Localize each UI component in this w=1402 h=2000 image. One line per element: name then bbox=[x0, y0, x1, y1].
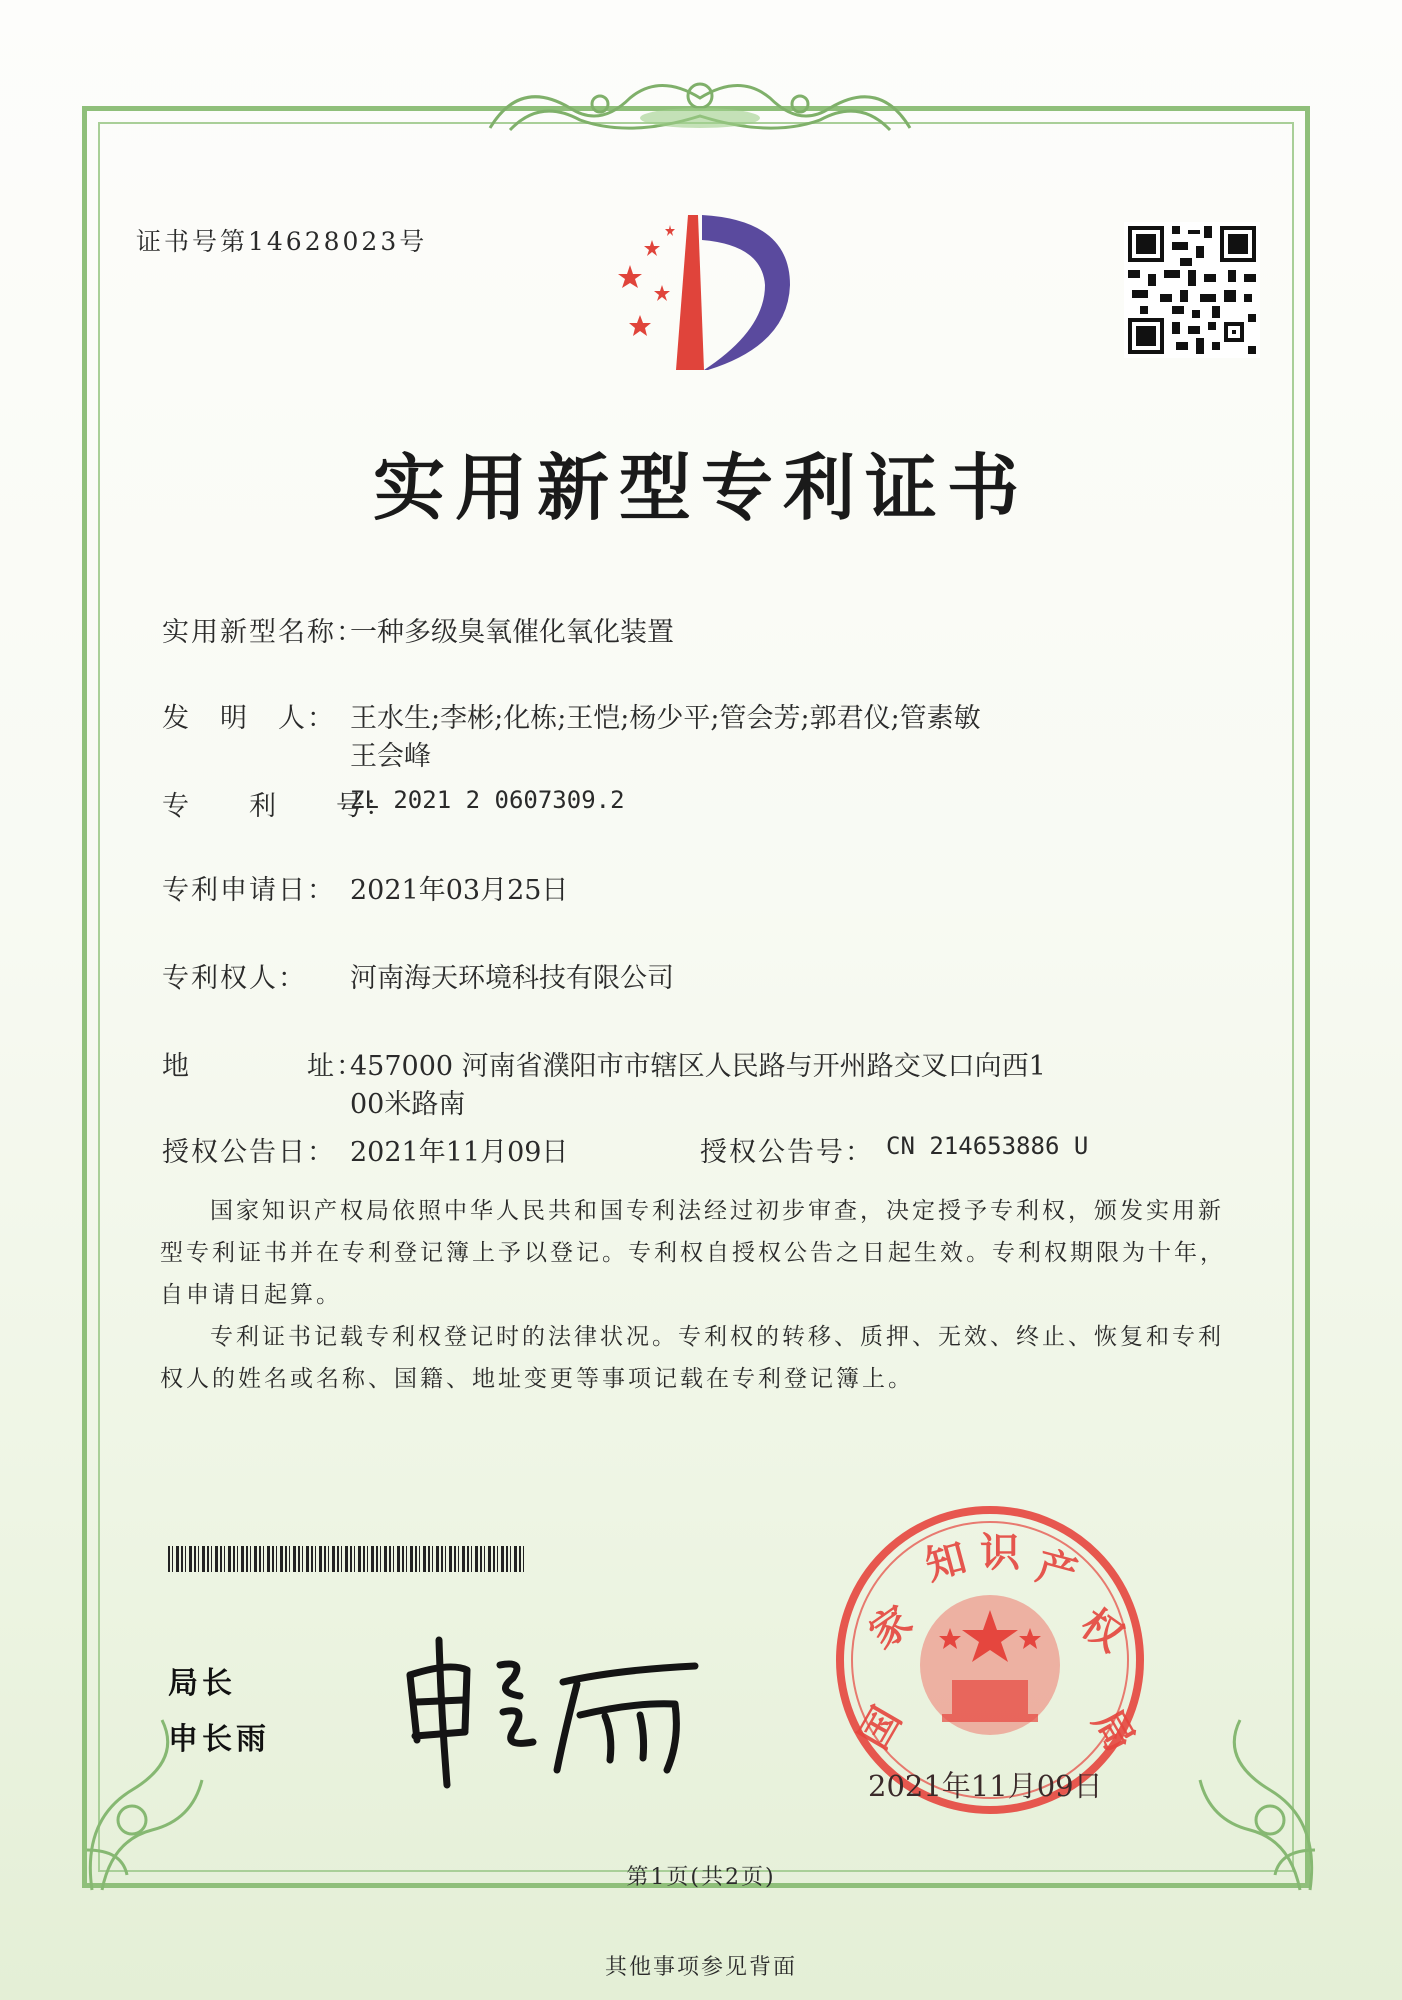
utility-model-name-value: 一种多级臭氧催化氧化装置 bbox=[350, 617, 674, 648]
patent-number-label: 专 利 号： bbox=[162, 791, 394, 822]
top-ornament-icon bbox=[480, 68, 920, 148]
barcode-icon bbox=[168, 1546, 524, 1572]
address-value-line2: 00米路南 bbox=[350, 1089, 466, 1120]
svg-text:产: 产 bbox=[1031, 1543, 1082, 1599]
svg-text:权: 权 bbox=[1072, 1600, 1132, 1662]
grant-date-label: 授权公告日： bbox=[162, 1137, 336, 1168]
patentee-label: 专利权人： bbox=[162, 963, 307, 994]
director-title: 局长 bbox=[168, 1666, 236, 1701]
certificate-number: 证书号第14628023号 bbox=[136, 227, 428, 256]
svg-text:局: 局 bbox=[1083, 1702, 1144, 1760]
inventor-value-line1: 王水生;李彬;化栋;王恺;杨少平;管会芳;郭君仪;管素敏 bbox=[350, 703, 981, 734]
application-date-label: 专利申请日： bbox=[162, 875, 336, 906]
patentee-value: 河南海天环境科技有限公司 bbox=[350, 963, 674, 994]
page-title: 实用新型专利证书 bbox=[372, 445, 1029, 530]
page-indicator: 第1页(共2页) bbox=[626, 1865, 776, 1890]
inventor-value-line2: 王会峰 bbox=[350, 741, 431, 772]
grant-date-value: 2021年11月09日 bbox=[350, 1137, 569, 1168]
patent-number-value: ZL 2021 2 0607309.2 bbox=[350, 786, 625, 814]
svg-text:国: 国 bbox=[850, 1699, 911, 1757]
address-label: 地 址： bbox=[162, 1051, 365, 1082]
address-value-line1: 457000 河南省濮阳市市辖区人民路与开州路交叉口向西1 bbox=[350, 1051, 1046, 1082]
seal-date: 2021年11月09日 bbox=[868, 1769, 1103, 1803]
qr-code-icon bbox=[1124, 222, 1260, 358]
grant-number-value: CN 214653886 U bbox=[886, 1132, 1089, 1160]
utility-model-name-label: 实用新型名称： bbox=[162, 617, 365, 648]
svg-text:家: 家 bbox=[861, 1597, 921, 1659]
director-name: 申长雨 bbox=[168, 1722, 270, 1757]
svg-text:知: 知 bbox=[920, 1534, 972, 1590]
grant-number-label: 授权公告号： bbox=[700, 1137, 874, 1168]
signature-image bbox=[395, 1620, 715, 1790]
legal-paragraph-2: 专利证书记载专利权登记时的法律状况。专利权的转移、质押、无效、终止、恢复和专利权人的姓名或名称、国籍、地址变更等事项记载在专利登记簿上。 bbox=[160, 1324, 1224, 1392]
svg-text:识: 识 bbox=[980, 1530, 1020, 1576]
footer-note: 其他事项参见背面 bbox=[604, 1955, 797, 1980]
application-date-value: 2021年03月25日 bbox=[350, 875, 569, 906]
inventor-label: 发 明 人： bbox=[162, 703, 336, 734]
cnipa-logo-icon bbox=[590, 205, 810, 380]
legal-paragraph-1: 国家知识产权局依照中华人民共和国专利法经过初步审查，决定授予专利权，颁发实用新型专利证书并在专利登记簿上予以登记。专利权自授权公告之日起生效。专利权期限为十年，自申请日起算。 bbox=[160, 1198, 1226, 1308]
